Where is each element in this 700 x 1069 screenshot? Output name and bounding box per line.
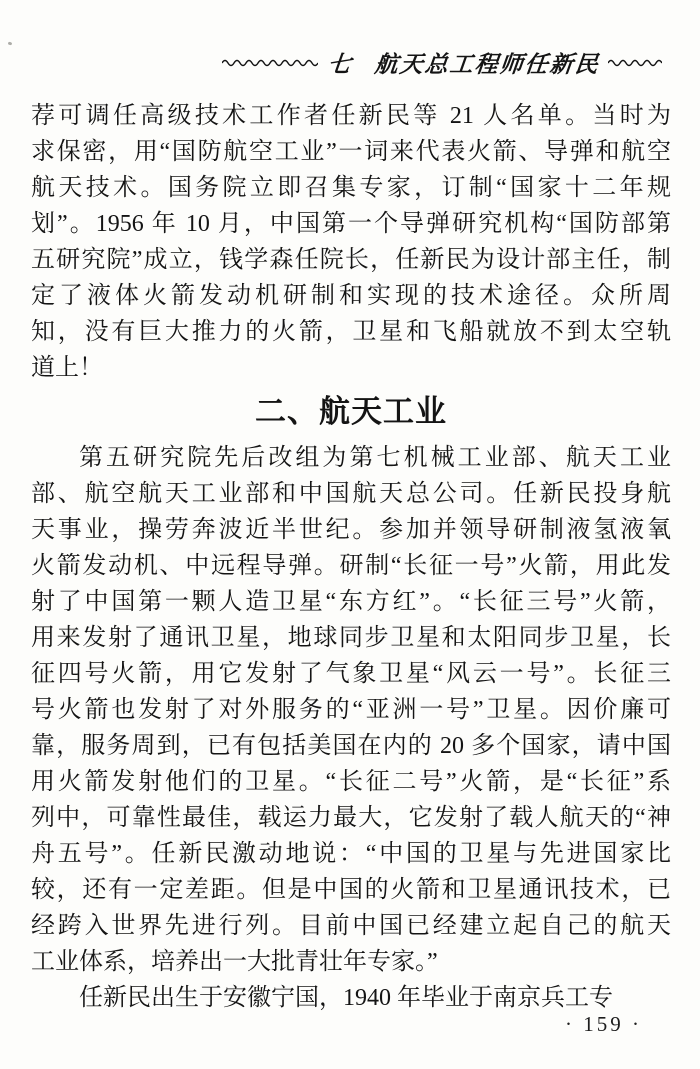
page-number: · 159 ·: [565, 1012, 642, 1036]
text-line: 航天技术。国务院立即召集专家，订制“国家十二年规: [31, 175, 671, 201]
wavy-rule-left-icon: [222, 57, 318, 69]
scan-speckle: [8, 41, 13, 45]
section-heading: 二、航天工业: [255, 394, 447, 429]
text-line: 天事业，操劳奔波近半世纪。参加并领导研制液氢液氧: [31, 517, 671, 543]
text-line: 射了中国第一颗人造卫星“东方红”。“长征三号”火箭，: [31, 589, 671, 615]
page-body: [31, 98, 671, 1016]
text-line: 荐可调任高级技术工作者任新民等 21 人名单。当时为: [31, 103, 671, 129]
text-line: 道上！: [31, 355, 103, 381]
text-line: 工业体系，培养出一大批青壮年专家。”: [31, 949, 438, 975]
text-line: 五研究院”成立，钱学森任院长，任新民为设计部主任，制: [31, 247, 671, 273]
text-line: 列中，可靠性最佳，载运力最大，它发射了载人航天的“神: [31, 805, 671, 831]
text-line: 用火箭发射他们的卫星。“长征二号”火箭，是“长征”系: [31, 769, 671, 795]
text-line: 靠，服务周到，已有包括美国在内的 20 多个国家，请中国: [31, 733, 671, 759]
text-line: 求保密，用“国防航空工业”一词来代表火箭、导弹和航空: [31, 139, 671, 165]
chapter-number: 七: [326, 52, 353, 77]
text-line: 划”。1956 年 10 月，中国第一个导弹研究机构“国防部第: [31, 211, 671, 237]
running-title: 航天总工程师任新民: [373, 52, 602, 77]
page-header: [220, 46, 664, 79]
text-line: 定了液体火箭发动机研制和实现的技术途径。众所周: [31, 283, 671, 309]
text-line: 第五研究院先后改组为第七机械工业部、航天工业: [79, 445, 671, 471]
wavy-rule-right-icon: [608, 57, 662, 69]
text-line: 号火箭也发射了对外服务的“亚洲一号”卫星。因价廉可: [31, 697, 671, 723]
text-line: 经跨入世界先进行列。目前中国已经建立起自己的航天: [31, 913, 671, 939]
text-line: 用来发射了通讯卫星，地球同步卫星和太阳同步卫星，长: [31, 625, 671, 651]
text-line: 舟五号”。任新民激动地说：“中国的卫星与先进国家比: [31, 841, 671, 867]
text-line: 任新民出生于安徽宁国，1940 年毕业于南京兵工专: [79, 985, 613, 1011]
text-line: 火箭发动机、中远程导弹。研制“长征一号”火箭，用此发: [31, 553, 671, 579]
text-line: 较，还有一定差距。但是中国的火箭和卫星通讯技术，已: [31, 877, 671, 903]
text-line: 知，没有巨大推力的火箭，卫星和飞船就放不到太空轨: [31, 319, 671, 345]
text-line: 部、航空航天工业部和中国航天总公司。任新民投身航: [31, 481, 671, 507]
text-line: 征四号火箭，用它发射了气象卫星“风云一号”。长征三: [31, 661, 671, 687]
